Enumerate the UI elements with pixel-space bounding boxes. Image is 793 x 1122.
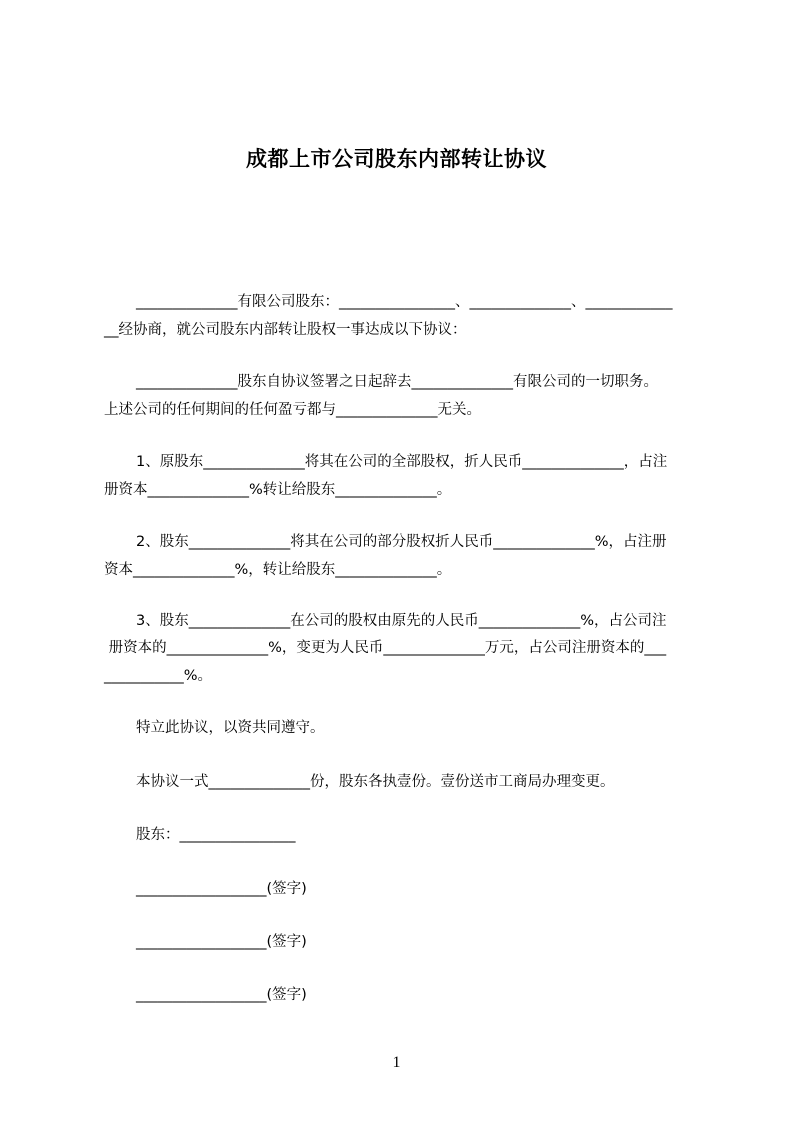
- paragraph-line: 上述公司的任何期间的任何盈亏都与______________无关。: [104, 402, 481, 418]
- signature-line: __________________(签字): [136, 987, 307, 1003]
- shareholder-line: 股东：________________: [136, 827, 296, 843]
- paragraph-line: ______________股东自协议签署之日起辞去______________有限公司的一切职务。: [136, 374, 658, 390]
- clause-line: 资本______________%，转让给股东______________。: [104, 562, 452, 578]
- clause-line: 2、股东______________将其在公司的部分股权折人民币______________%，占注册: [136, 534, 667, 550]
- paragraph-line: ______________有限公司股东：________________、______________、____________: [136, 294, 673, 310]
- page-number: 1: [392, 1054, 401, 1071]
- clause-line: 3、股东______________在公司的股权由原先的人民币______________%，占公司注: [136, 613, 667, 629]
- clause-line: 册资本______________%转让给股东______________。: [104, 482, 452, 498]
- signature-line: __________________(签字): [136, 934, 307, 950]
- clause-line: ___________%。: [104, 668, 213, 684]
- closing-line: 特立此协议，以资共同遵守。: [136, 720, 325, 736]
- clause-line: 册资本的______________%，变更为人民币______________万元，占公司注册资本的___: [104, 640, 667, 656]
- paragraph-line: __经协商，就公司股东内部转让股权一事达成以下协议：: [104, 322, 467, 338]
- document-title: 成都上市公司股东内部转让协议: [246, 147, 547, 171]
- closing-line: 本协议一式______________份，股东各执壹份。壹份送市工商局办理变更。: [136, 774, 615, 790]
- clause-line: 1、原股东______________将其在公司的全部股权，折人民币______________，占注: [136, 454, 668, 470]
- signature-line: __________________(签字): [136, 881, 307, 897]
